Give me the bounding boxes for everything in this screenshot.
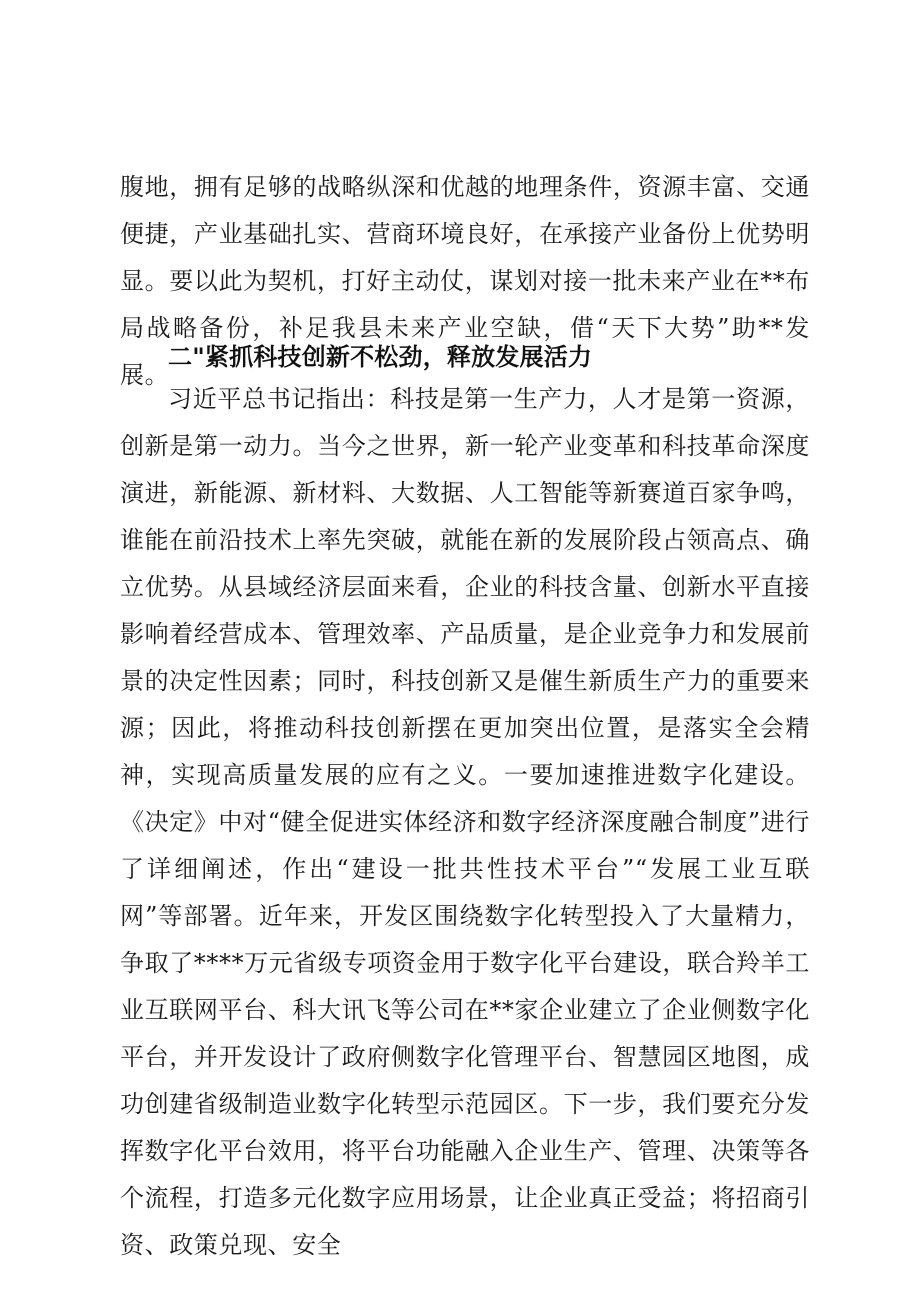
section-heading: 二"紧抓科技创新不松劲，释放发展活力 [168,343,593,371]
body-paragraph: 习近平总书记指出：科技是第一生产力，人才是第一资源，创新是第一动力。当今之世界，新一轮产业变革和科技革命深度演进，新能源、新材料、大数据、人工智能等新赛道百家争鸣，谁能在前沿技术上率先突破，就能在新的发展阶段占领高点、确立优势。从县域经济层面来看，企业的科技含量、创新水平直接影响着经营成本、管理效率、产品质量，是企业竞争力和发展前景的决定性因素；同时，科技创新又是催生新质生产力的重要来源；因此，将推动科技创新摆在更加突出位置，是落实全会精神，实现高质量发展的应有之义。一要加速推进数字化建设。《决定》中对“健全促进实体经济和数字经济深度融合制度”进行了详细阐述，作出“建设一批共性技术平台”“发展工业互联网”等部署。近年来，开发区围绕数字化转型投入了大量精力，争取了****万元省级专项资金用于数字化平台建设，联合羚羊工业互联网平台、科大讯飞等公司在**家企业建立了企业侧数字化平台，并开发设计了政府侧数字化管理平台、智慧园区地图，成功创建省级制造业数字化转型示范园区。下一步，我们要充分发挥数字化平台效用，将平台功能融入企业生产、管理、决策等各个流程，打造多元化数字应用场景，让企业真正受益；将招商引资、政策兑现、安全 [120,385,810,1259]
body-paragraph-continued: 腹地，拥有足够的战略纵深和优越的地理条件，资源丰富、交通便捷，产业基础扎实、营商环境良好，在承接产业备份上优势明显。要以此为契机，打好主动仗，谋划对接一批未来产业在**布局战略备份，补足我县未来产业空缺，借“天下大势”助**发展。 [120,173,810,389]
